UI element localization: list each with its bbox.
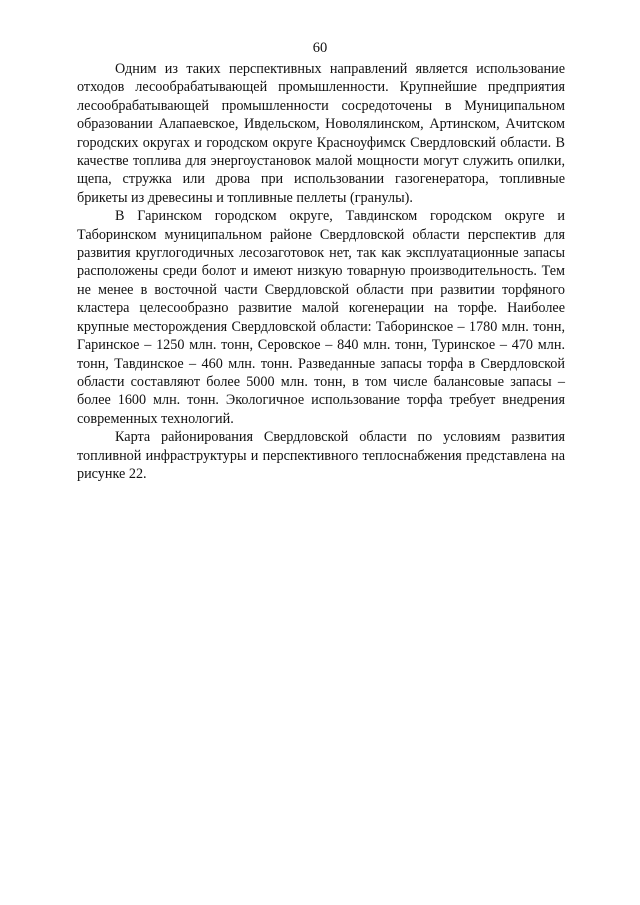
paragraph-map-reference: Карта районирования Свердловской области по условиям развития топливной инфраструктуры и перспективного теплоснабжения представлена на рисунке 22.: [77, 429, 565, 482]
page-number: 60: [312, 40, 328, 56]
paragraph-wood-waste: Одним из таких перспективных направлений является использование отходов лесообрабатывающей промышленности. Крупнейшие предприятия лесообрабатывающей промышленности сосредоточены в Муниципальном образовании Алапаевское, Ивдельском, Новолялинском, Артинском, Ачитском городских округах и городском округе Красноуфимск Свердловский области. В качестве топлива для энергоустановок малой мощности могут служить опилки, щепа, стружка или дрова при использовании газогенератора, топливные брикеты из древесины и топливные пеллеты (гранулы).: [77, 61, 565, 206]
document-body: [77, 60, 565, 483]
paragraph-peat-deposits: В Гаринском городском округе, Тавдинском городском округе и Таборинском муниципальном районе Свердловской области перспектив для развития круглогодичных лесозаготовок нет, так как эксплуатационные запасы расположены среди болот и имеют низкую товарную производительность. Тем не менее в восточной части Свердловской области при развитии торфяного кластера целесообразно развитие малой когенерации на торфе. Наиболее крупные месторождения Свердловской области: Таборинское – 1780 млн. тонн, Гаринское – 1250 млн. тонн, Серовское – 840 млн. тонн, Туринское – 470 млн. тонн, Тавдинское – 460 млн. тонн. Разведанные запасы торфа в Свердловской области составляют более 5000 млн. тонн, в том числе балансовые запасы – более 1600 млн. тонн. Экологичное использование торфа требует внедрения современных технологий.: [77, 208, 565, 427]
